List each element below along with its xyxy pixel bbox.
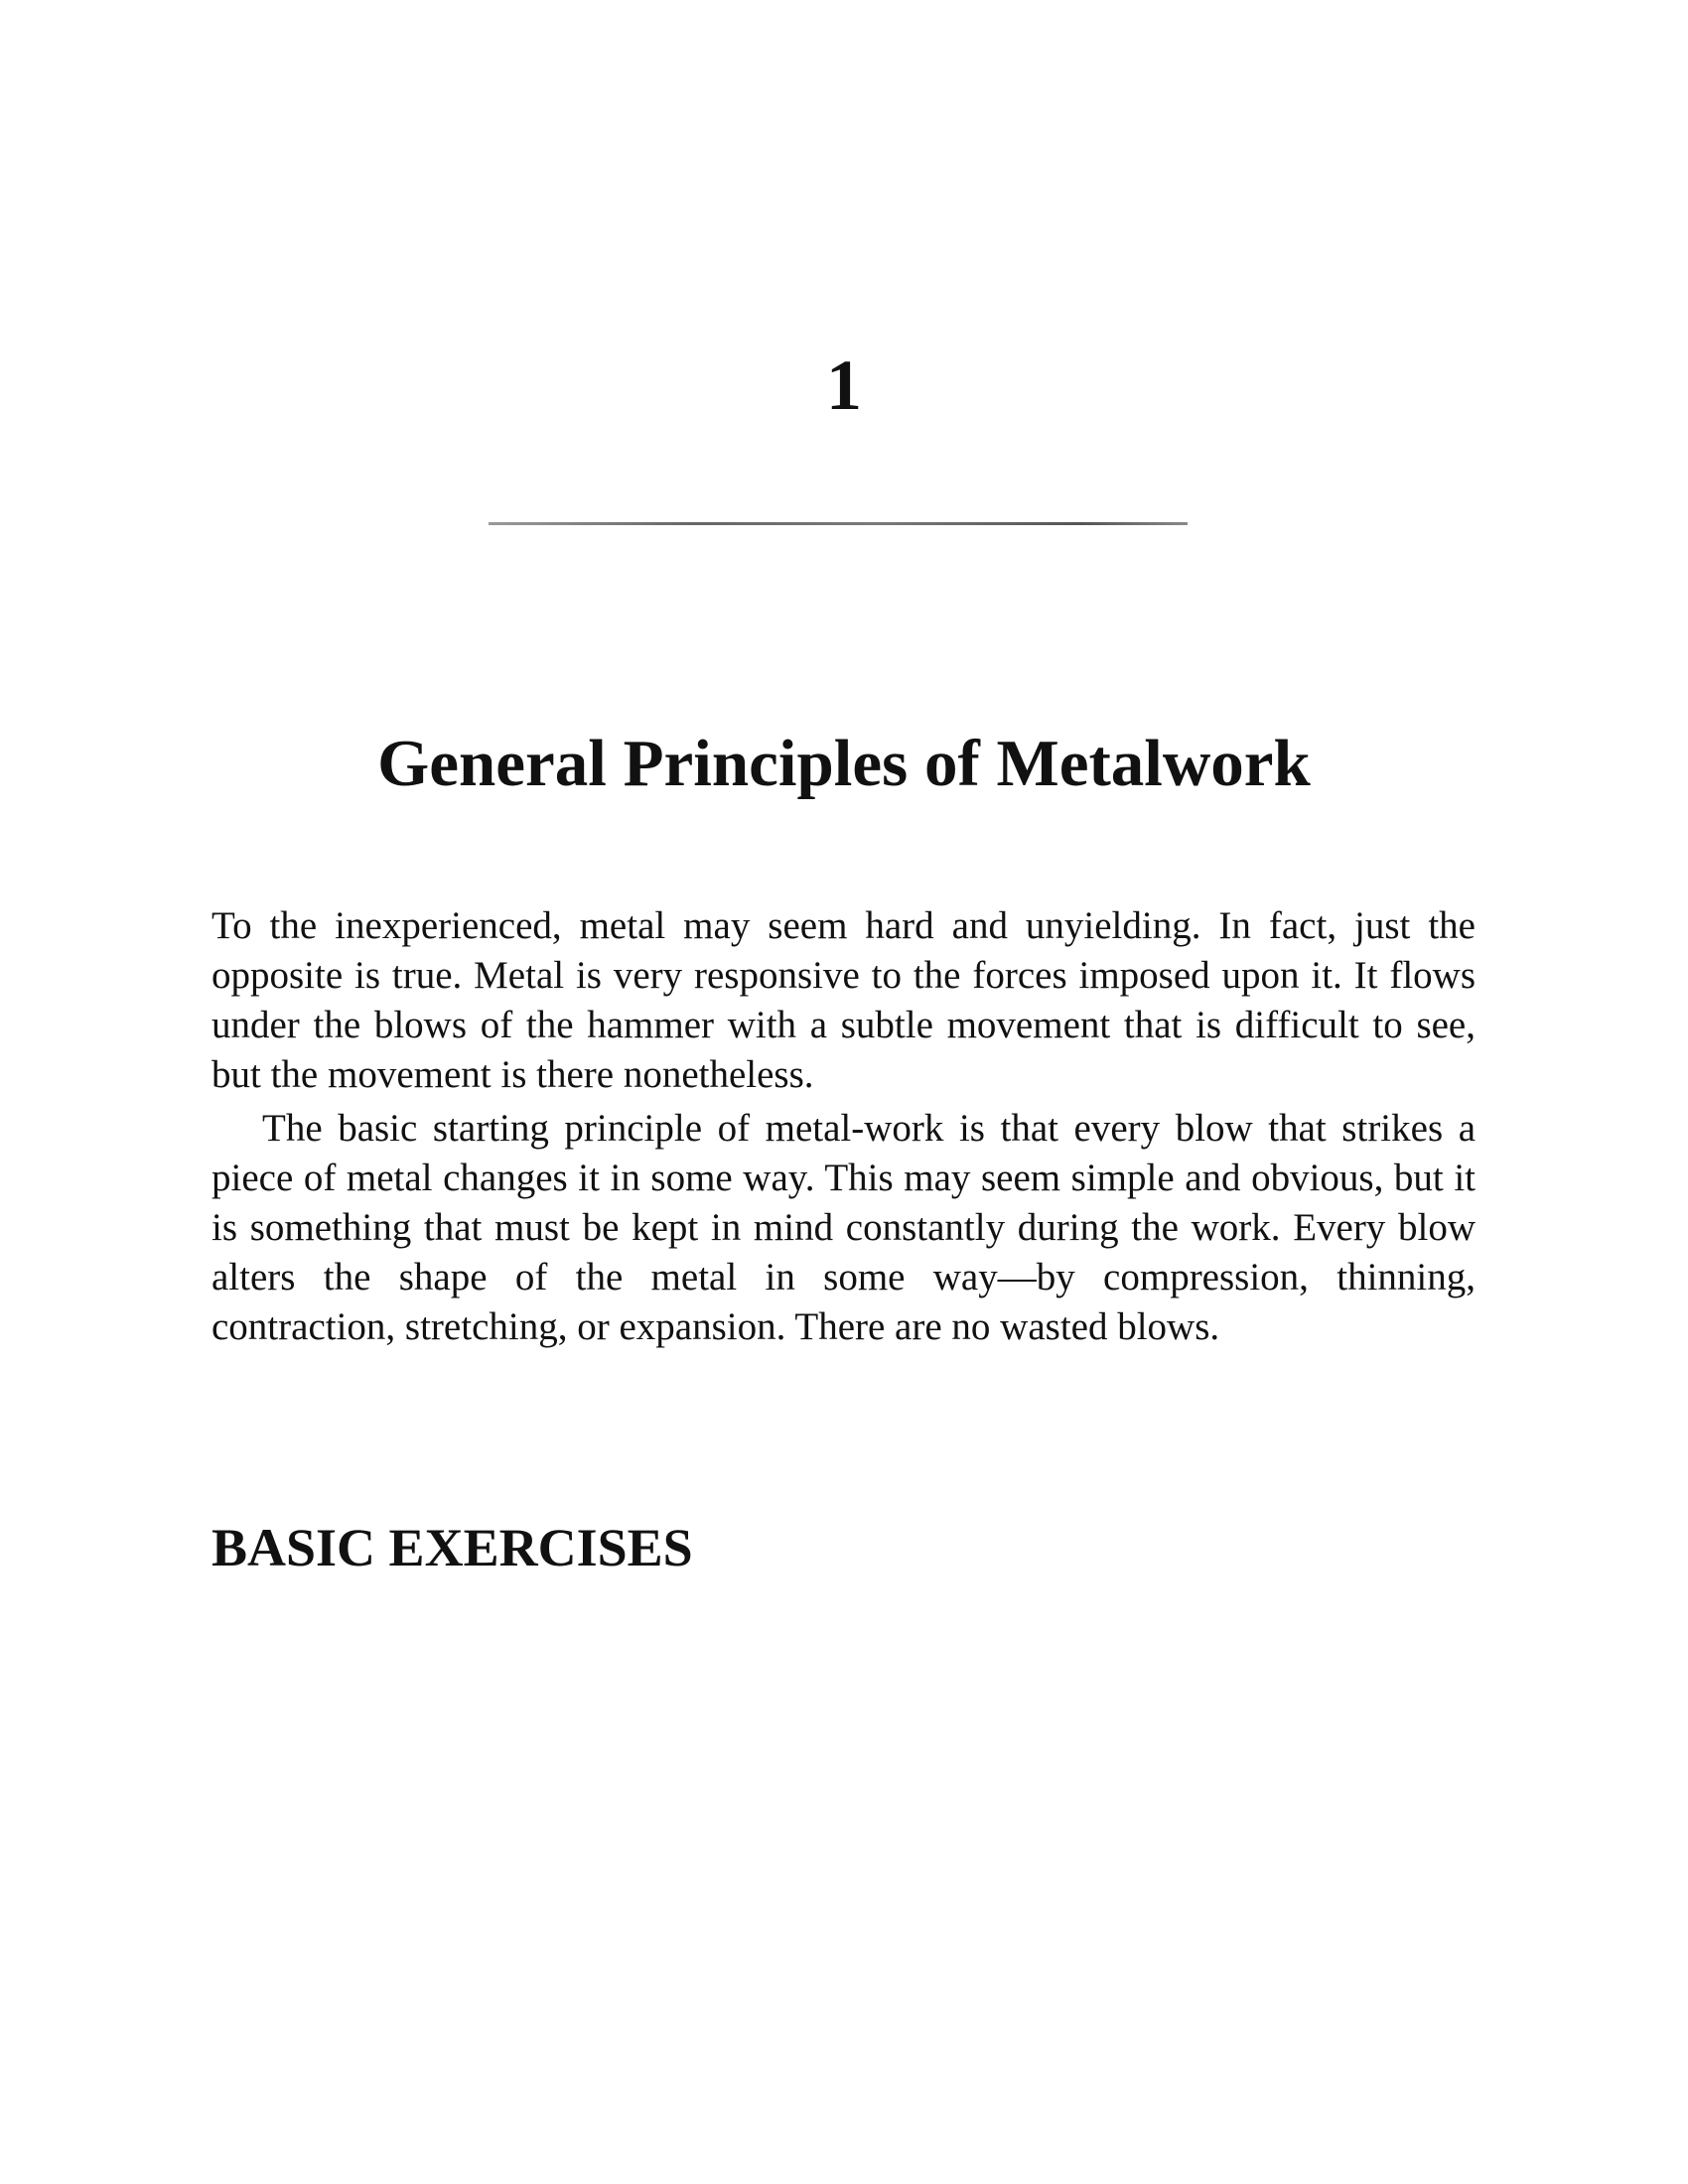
body-text [211, 901, 1476, 1352]
chapter-divider-rule [489, 522, 1188, 525]
section-heading: BASIC EXERCISES [211, 1518, 693, 1577]
paragraph-1: To the inexperienced, metal may seem hard and unyielding. In fact, just the opposite is true. Metal is very responsive to the forces imposed upon it. It flows under the blows of the hammer with a subtle movement that is difficult to see, but the movement is there nonetheless. [211, 904, 1476, 1096]
chapter-title: General Principles of Metalwork [377, 726, 1311, 800]
chapter-number: 1 [826, 345, 862, 425]
paragraph-2: The basic starting principle of metal-work is that every blow that strikes a piece of metal changes it in some way. This may seem simple and obvious, but it is something that must be kept in mind constantly during the work. Every blow alters the shape of the metal in some way—by compression, thinning, contraction, stretching, or expansion. There are no wasted blows. [211, 1107, 1476, 1348]
